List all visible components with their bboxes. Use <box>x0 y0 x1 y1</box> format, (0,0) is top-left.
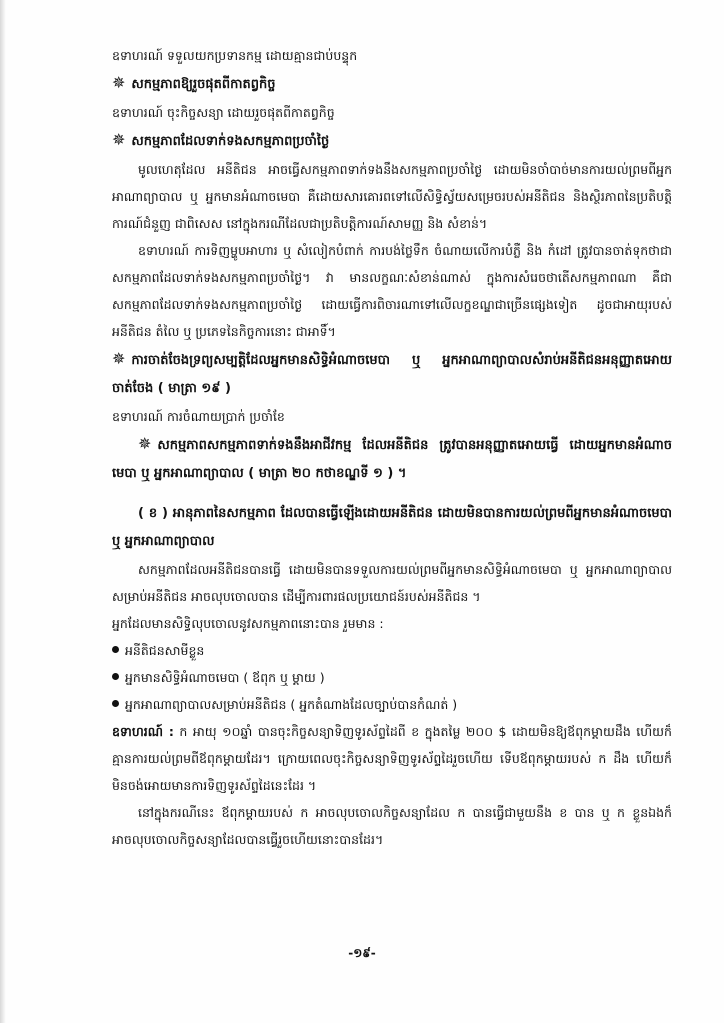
page-content <box>112 42 672 853</box>
example-paragraph-1: ឧទាហរណ៍ ទទួលយកប្រទានកម្ម ដោយគ្មានជាប់បន្ទុក <box>112 48 358 63</box>
scan-edge-shadow <box>0 0 6 1023</box>
heading-3-text: ការចាត់ចែងទ្រព្យសម្បត្តិដែលអ្នកមានសិទ្ធិអំណាចមេបា ឬ អ្នកអាណាព្យាបាលសំរាប់អនីតិជនអនុញ្ញាតអោយចាត់ចែង ( មាត្រា ១៩ ) <box>112 353 672 396</box>
heading-2 <box>112 126 672 156</box>
star-bullet-icon: ✵ <box>112 349 126 368</box>
page-number: -១៩- <box>348 946 376 960</box>
heading-1 <box>112 69 672 99</box>
body-paragraph-6: សកម្មភាពដែលអនីតិជនបានធ្វើ ដោយមិនបានទទួលការយល់ព្រមពីអ្នកមានសិទ្ធិអំណាចមេបា ឬ អ្នកអាណាព្យាបាលសម្រាប់អនីតិជន អាចលុបចោលបាន ដើម្បីការពារផលប្រយោជន៍របស់អនីតិជន ។ <box>112 562 672 604</box>
body-paragraph-3: មូលហេតុដែល អនីតិជន អាចធ្វើសកម្មភាពទាក់ទងនឹងសកម្មភាពប្រចាំថ្ងៃ ដោយមិនចាំបាច់មានការយល់ព្រមពីអ្នកអាណាព្យាបាល ឬ អ្នកមានអំណាចមេបា គឺដោយសារគោរពទៅលើសិទ្ធិស្វ័យសម្រេចរបស់អនីតិជន និងស្ថិរភាពនៃប្រតិបត្តិការណ៍ជំនួញ ជាពិសេស នៅក្នុងករណីដែលជាប្រតិបត្តិការណ៍សាមញ្ញ និង សំខាន់។ <box>112 162 672 231</box>
heading-2-text: សកម្មភាពដែលទាក់ទងសកម្មភាពប្រចាំថ្ងៃ <box>131 134 330 149</box>
heading-3 <box>112 345 672 403</box>
list-item <box>112 637 672 664</box>
star-bullet-icon: ✵ <box>112 73 126 92</box>
example-paragraph-5: ឧទាហរណ៍ ការចំណាយប្រាក់ ប្រចាំខែ <box>112 409 285 424</box>
list-item-text: អនីតិជនសាមីខ្លួន <box>125 643 205 658</box>
heading-4-text: សកម្មភាពសកម្មភាពទាក់ទងនឹងអាជីវកម្ម ដែលអនីតិជន ត្រូវបានអនុញ្ញាតអោយធ្វើ ដោយអ្នកមានអំណាចមេបា ឬ អ្នកអាណាព្យាបាល ( មាត្រា ២០ កថាខណ្ឌទី ១ ) ។ <box>112 438 672 481</box>
list-item <box>112 664 672 691</box>
list-item <box>112 691 672 718</box>
bullet-dot-icon <box>112 646 119 653</box>
body-paragraph-4: ឧទាហរណ៍ ការទិញម្ហូបអាហារ ឬ សំលៀកបំពាក់ ការបង់ថ្លៃទឹក ចំណាយលើការបំភ្លឺ និង កំដៅ ត្រូវបានចាត់ទុកថាជា សកម្មភាពដែលទាក់ទងសកម្មភាពប្រចាំថ្ងៃ។ វា មានលក្ខណៈសំខាន់ណាស់ ក្នុងការសំរេចថាតើសកម្មភាពណា គឺជាសកម្មភាពដែលទាក់ទងសកម្មភាពប្រចាំថ្ងៃ ដោយធ្វើការពិចារណាទៅលើលក្ខខណ្ឌជាច្រើនផ្សេងទៀត ដូចជាអាយុរបស់អនីតិជន តំលៃ ឬ ប្រភេទនៃកិច្ចការនោះ ជាអាទិ៍។ <box>112 243 672 339</box>
example-paragraph-8 <box>112 718 672 799</box>
section-heading: ( ខ ) អានុភាពនៃសកម្មភាព ដែលបានធ្វើឡើងដោយអនីតិជន ដោយមិនបានការយល់ព្រមពីអ្នកមានអំណាចមេបា ឬ អ្នកអាណាព្យាបាល <box>112 506 672 549</box>
example-paragraph-2: ឧទាហរណ៍ ចុះកិច្ចសន្យា ដោយរួចផុតពីកាតព្វកិច្ច <box>112 105 335 120</box>
example-paragraph-8-text: ក អាយុ ១០ឆ្នាំ បានចុះកិច្ចសន្យាទិញទូរស័ព្ទដៃពី ខ ក្នុងតម្លៃ ២០០ $ ដោយមិនឱ្យឪពុកម្តាយដឹង ហើយក៏គ្មានការយល់ព្រមពីឪពុកម្តាយដែរ។ ក្រោយពេលចុះកិច្ចសន្យាទិញទូរស័ព្ទដៃរួចហើយ ទើបឪពុកម្តាយរបស់ ក ដឹង ហើយក៏ មិនចង់អោយមានការទិញទូរស័ព្ទដៃនេះដែរ ។ <box>112 724 672 793</box>
heading-1-text: សកម្មភាពឱ្យរួចផុតពីកាតព្វកិច្ច <box>131 77 276 92</box>
bullet-dot-icon <box>112 700 119 707</box>
star-bullet-icon: ✵ <box>112 130 126 149</box>
star-bullet-icon: ✵ <box>138 434 152 453</box>
example-label: ឧទាហរណ៍ : <box>112 724 174 739</box>
list-item-text: អ្នកមានសិទ្ធិអំណាចមេបា ( ឪពុក ឬ ម្តាយ ) <box>125 670 325 685</box>
bullet-dot-icon <box>112 673 119 680</box>
list-item-text: អ្នកអាណាព្យាបាលសម្រាប់អនីតិជន ( អ្នកតំណាងដែលច្បាប់បានកំណត់ ) <box>125 697 458 712</box>
body-paragraph-9: នៅក្នុងករណីនេះ ឪពុកម្តាយរបស់ ក អាចលុបចោលកិច្ចសន្យាដែល ក បានធ្វើជាមួយនឹង ខ បាន ឬ ក ខ្លួនឯងក៏អាចលុបចោលកិច្ចសន្យាដែលបានធ្វើរួចហើយនោះបានដែរ។ <box>112 805 672 847</box>
heading-4 <box>112 430 672 488</box>
body-paragraph-7: អ្នកដែលមានសិទ្ធិលុបចោលនូវសកម្មភាពនោះបាន រួមមាន : <box>112 616 384 631</box>
